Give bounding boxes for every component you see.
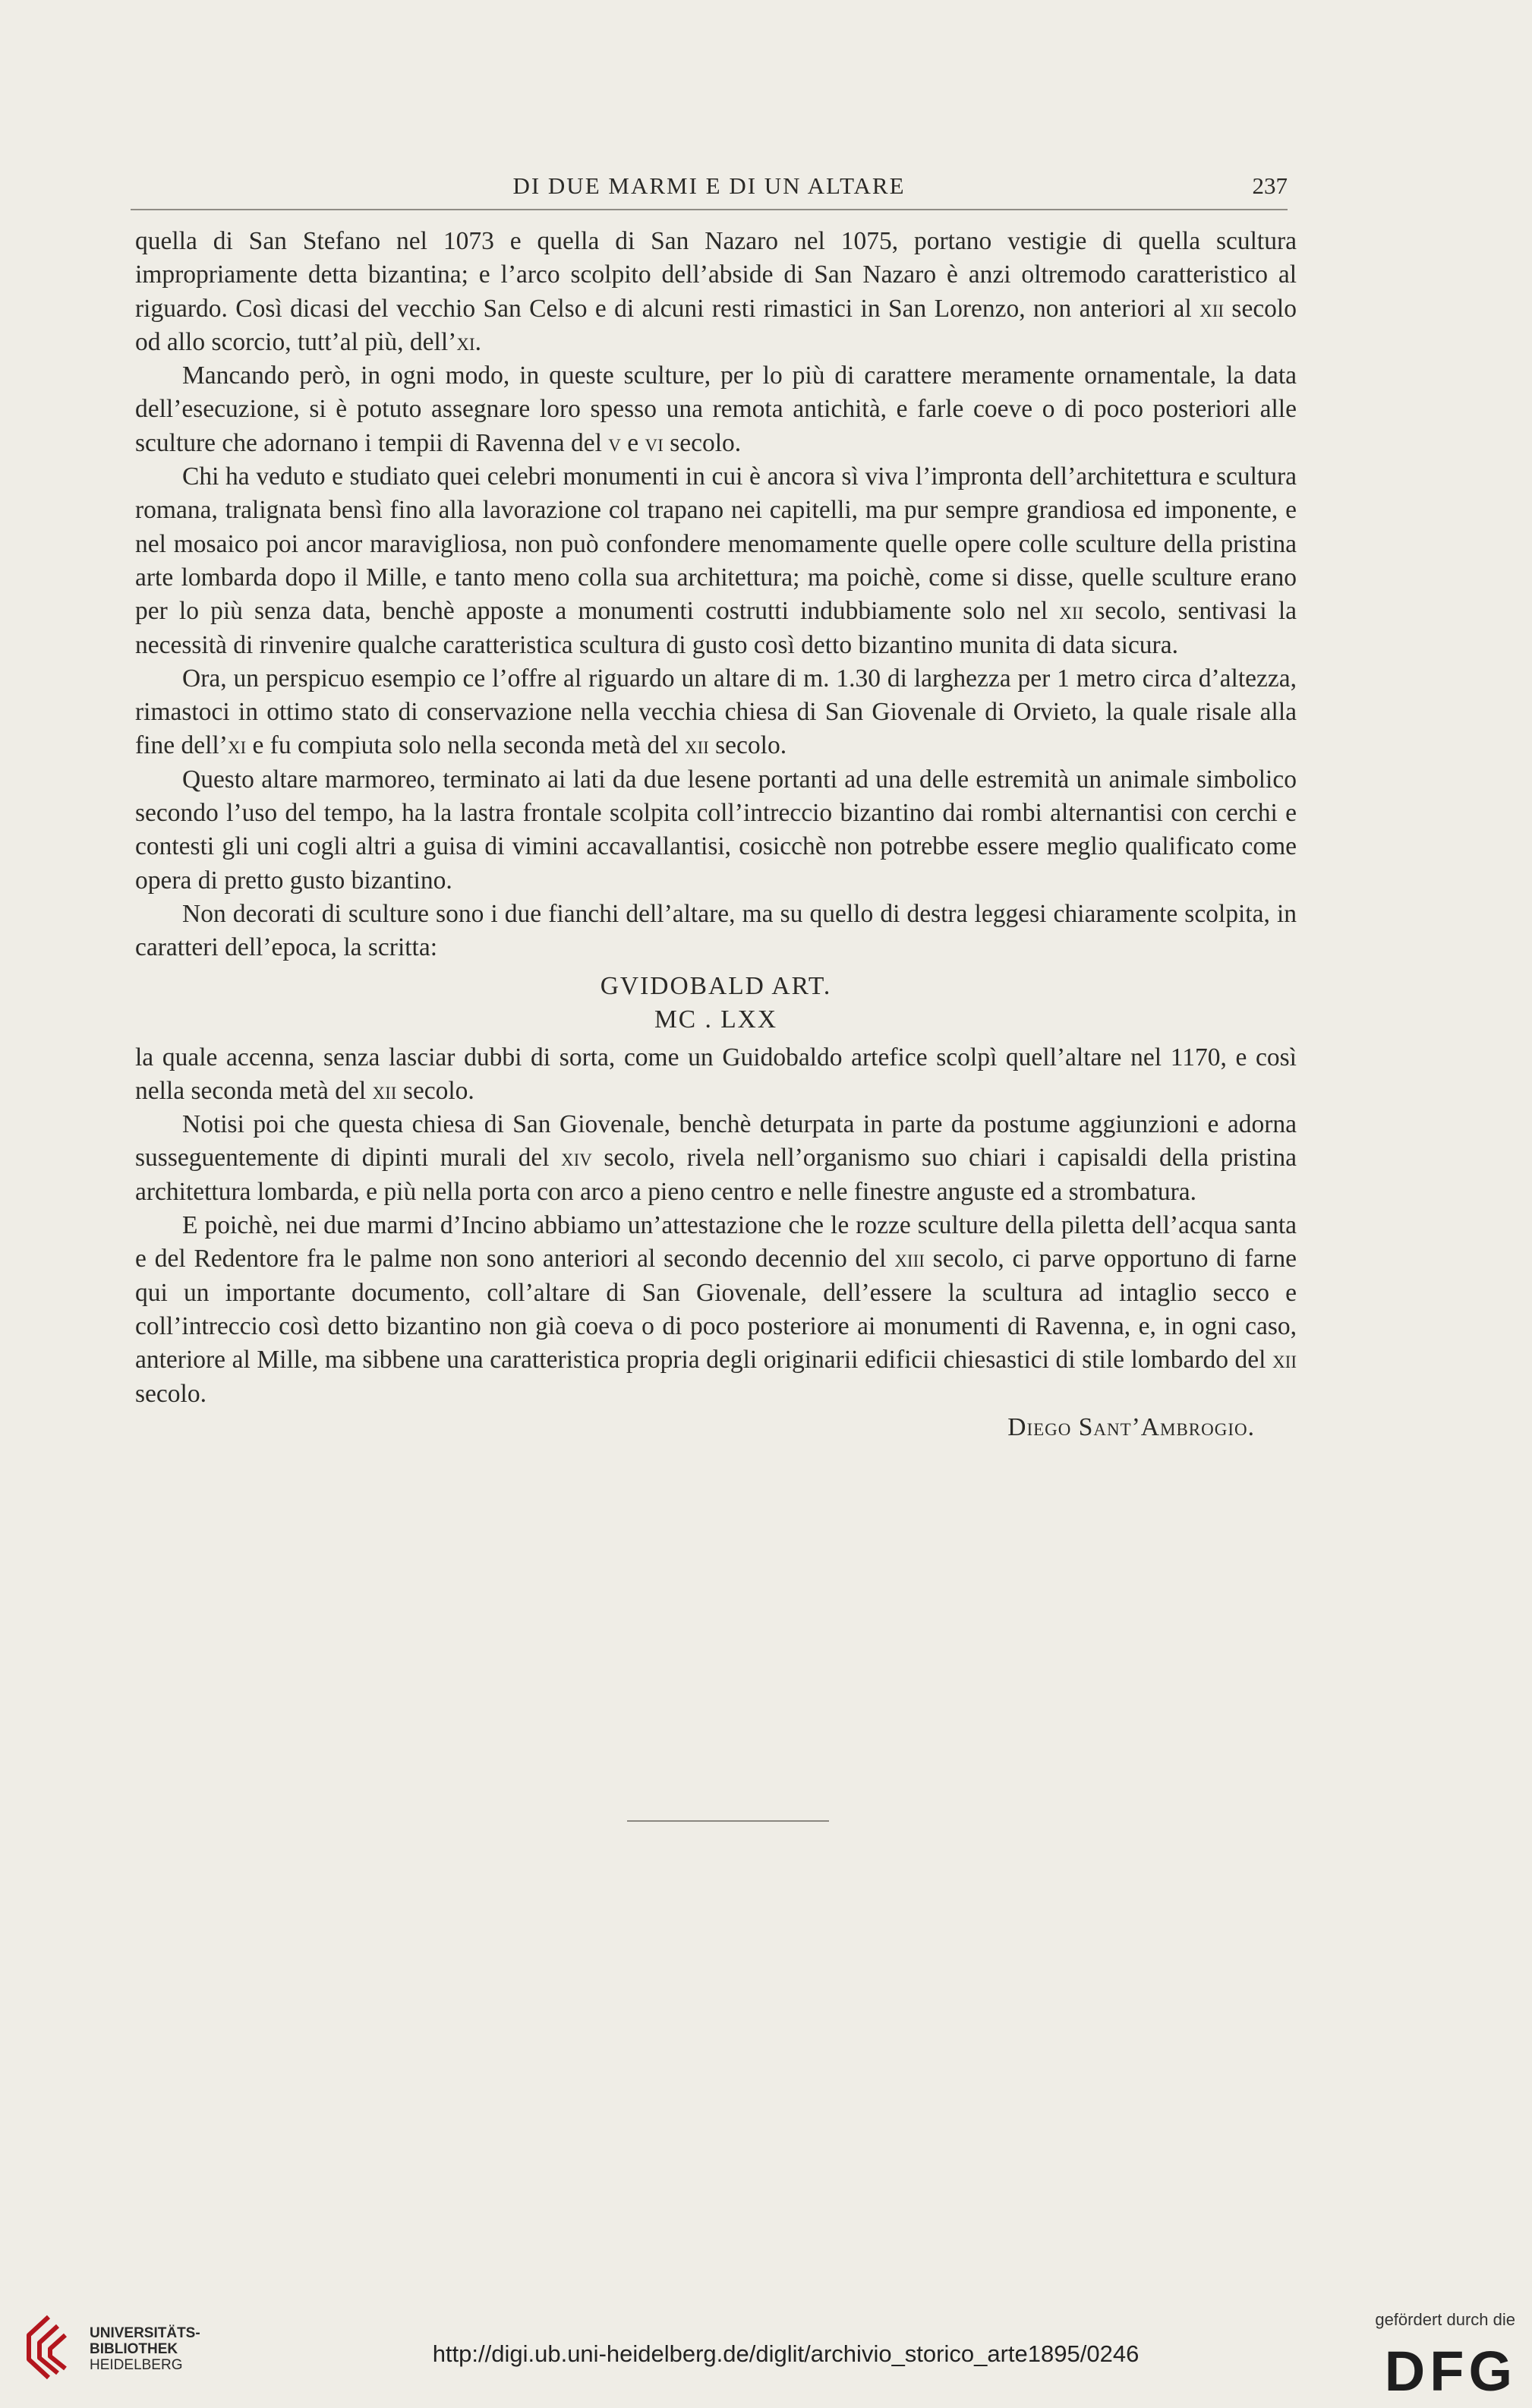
text-run: quella di San Stefano nel 1073 e quella di San Nazaro nel 1075, portano vestigie di quella scultura impropriamente detta bizantina; e l’arco scolpito dell’abside di San Nazaro è anzi oltremodo caratteristico al riguardo. Così dicasi del vecchio San Celso e di alcuni resti rimastici in San Lorenzo, non anteriori al	[135, 227, 1297, 323]
roman-numeral: xiv	[560, 1144, 592, 1172]
end-rule	[627, 1820, 829, 1822]
text-run: Ora, un perspicuo esempio ce l’offre al riguardo un altare di m. 1.30 di larghezza per 1 metro circa d’altezza, rimastoci in ottimo stato di conservazione nella vecchia chiesa di San Giovenale di Orvieto, la quale risale alla fine dell’	[135, 664, 1297, 760]
funding-note: gefördert durch die	[1375, 2310, 1515, 2329]
roman-numeral: xii	[1199, 294, 1225, 323]
university-library-logo-icon	[18, 2312, 76, 2381]
inscription-line-2: MC . LXX	[654, 1005, 778, 1034]
paragraph	[135, 898, 1297, 965]
paragraph	[135, 225, 1297, 359]
library-name-line-2: BIBLIOTHEK	[90, 2341, 178, 2357]
roman-numeral: xii	[1272, 1346, 1297, 1374]
text-run: Non decorati di sculture sono i due fianchi dell’altare, ma su quello di destra leggesi chiaramente scolpita, in caratteri dell’epoca, la scritta:	[135, 899, 1297, 962]
page-header	[131, 171, 1288, 210]
roman-numeral: xii	[684, 731, 709, 760]
text-run: Questo altare marmoreo, terminato ai lati da due lesene portanti ad una delle estremità un animale simbolico secondo l’uso del tempo, ha la lastra frontale scolpita coll’intreccio bizantino dai rombi alternantisi con cerchi e contesti gli uni cogli altri a guisa di vimini accavallantisi, cosicchè non potrebbe essere meglio qualificato come opera di pretto gusto bizantino.	[135, 765, 1297, 895]
page-number: 237	[1252, 172, 1288, 199]
roman-numeral: xiii	[894, 1245, 925, 1273]
roman-numeral: vi	[645, 428, 664, 457]
paragraph	[135, 763, 1297, 898]
library-name	[90, 2325, 200, 2373]
inscription-line-1: GVIDOBALD ART.	[600, 971, 832, 1000]
text-run: secolo.	[396, 1076, 474, 1105]
roman-numeral: xii	[372, 1076, 397, 1105]
paragraph	[135, 662, 1297, 763]
text-run: e	[620, 428, 645, 457]
text-run: la quale accenna, senza lasciar dubbi di sorta, come un Guidobaldo artefice scolpì quell’altare nel 1170, e così nella seconda metà del	[135, 1043, 1297, 1105]
paragraphs-after-inscription	[135, 1041, 1297, 1411]
text-run: secolo.	[663, 428, 742, 457]
text-run: secolo.	[135, 1379, 206, 1408]
digitization-footer	[0, 2293, 1532, 2408]
paragraph	[135, 1209, 1297, 1411]
roman-numeral: xi	[227, 731, 247, 760]
library-name-line-3: HEIDELBERG	[90, 2357, 183, 2373]
text-run: secolo od allo scorcio, tutt’al più, dell’	[135, 294, 1297, 356]
text-run: secolo.	[708, 731, 787, 760]
inscription	[135, 970, 1297, 1037]
paragraph	[135, 1041, 1297, 1109]
text-run: secolo, rivela nell’organismo suo chiari i capisaldi della pristina architettura lombarda, e più nella porta con arco a pieno centro e nelle finestre anguste ed a strombatura.	[135, 1144, 1297, 1206]
permalink-url[interactable]: http://digi.ub.uni-heidelberg.de/diglit/archivio_storico_arte1895/0246	[432, 2340, 1140, 2367]
paragraph	[135, 1108, 1297, 1209]
dfg-logo: DFG	[1384, 2340, 1517, 2403]
article-body	[135, 225, 1297, 1444]
paragraph	[135, 460, 1297, 662]
roman-numeral: xii	[1059, 597, 1084, 626]
text-run: Chi ha veduto e studiato quei celebri monumenti in cui è ancora sì viva l’impronta dell’architettura e scultura romana, tralignata bensì fino alla lavorazione col trapano nei capitelli, ma pur sempre grandiosa ed imponente, e nel mosaico poi ancor maravigliosa, non può confondere menomamente quelle opere colle sculture della pristina arte lombarda dopo il Mille, e tanto meno colla sua architettura; ma poichè, come si disse, quelle sculture erano per lo più senza data, benchè apposte a monumenti costrutti indubbiamente solo nel	[135, 462, 1297, 626]
text-run: .	[474, 327, 481, 356]
paragraphs-before-inscription	[135, 225, 1297, 965]
text-run: E poichè, nei due marmi d’Incino abbiamo un’attestazione che le rozze sculture della piletta dell’acqua santa e del Redentore fra le palme non sono anteriori al secondo decennio del	[135, 1211, 1297, 1273]
text-run: e fu compiuta solo nella seconda metà del	[246, 731, 685, 760]
library-name-line-1: UNIVERSITÄTS-	[90, 2325, 200, 2341]
text-run: Mancando però, in ogni modo, in queste sculture, per lo più di carattere meramente ornamentale, la data dell’esecuzione, si è potuto assegnare loro spesso una remota antichità, e farle coeve o di poco posteriori alle sculture che adornano i tempii di Ravenna del	[135, 361, 1297, 457]
running-title: DI DUE MARMI E DI UN ALTARE	[512, 172, 906, 199]
author-signature: Diego Sant’Ambrogio.	[1007, 1412, 1255, 1441]
text-run: secolo, ci parve opportuno di farne qui un importante documento, coll’altare di San Giovenale, dell’essere la scultura ad intaglio secco e coll’intreccio così detto bizantino non già coeva o di poco posteriore ai monumenti di Ravenna, e, in ogni caso, anteriore al Mille, ma sibbene una caratteristica propria degli originarii edificii chiesastici di stile lombardo del	[135, 1245, 1297, 1374]
roman-numeral: v	[608, 428, 621, 457]
text-run: Notisi poi che questa chiesa di San Giovenale, benchè deturpata in parte da postume aggiunzioni e adorna susseguentemente di dipinti murali del	[135, 1110, 1297, 1172]
text-run: secolo, sentivasi la necessità di rinvenire qualche caratteristica scultura di gusto così detto bizantino munita di data sicura.	[135, 597, 1297, 659]
paragraph	[135, 359, 1297, 460]
roman-numeral: xi	[456, 327, 475, 356]
